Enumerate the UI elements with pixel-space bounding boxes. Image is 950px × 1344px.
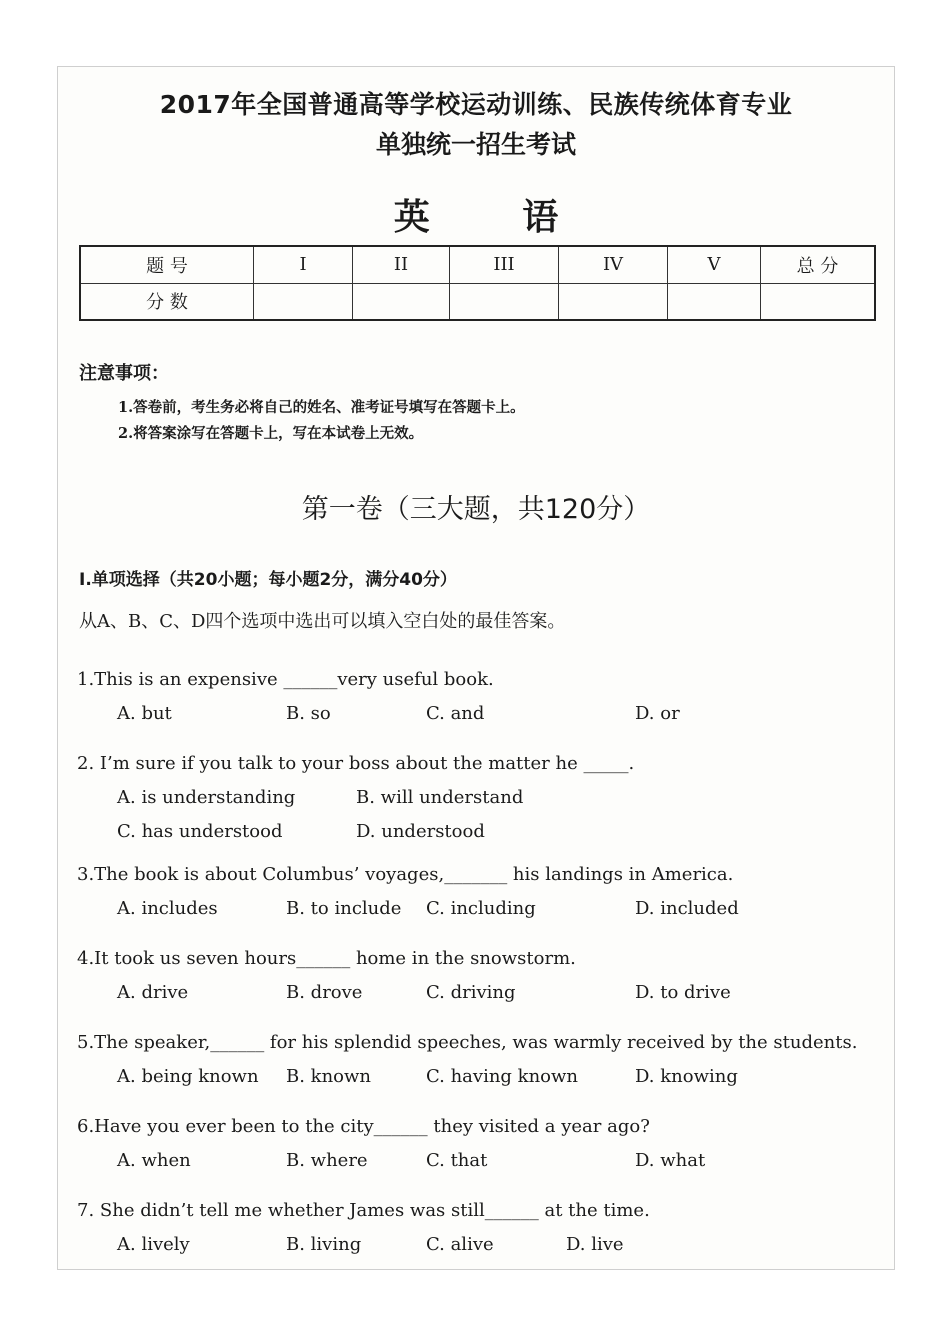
notice-item: 2.将答案涂写在答题卡上，写在本试卷上无效。 (118, 425, 424, 442)
score-table-score-row (80, 283, 875, 320)
score-cell-score-label: 分 数 (80, 283, 254, 320)
score-cell-empty (668, 283, 761, 320)
notice-heading: 注意事项： (79, 363, 169, 384)
option-d: D. what (635, 1150, 706, 1171)
option-c: C. that (426, 1150, 488, 1171)
score-table-header-row (80, 246, 875, 283)
option-d: D. understood (356, 821, 485, 842)
score-table (79, 245, 876, 321)
part-instruction: 从A、B、C、D四个选项中选出可以填入空白处的最佳答案。 (79, 611, 566, 632)
score-cell-empty (559, 283, 668, 320)
question-stem: 4.It took us seven hours______ home in the snowstorm. (77, 948, 576, 969)
option-c: C. and (426, 703, 485, 724)
score-cell-part3: III (450, 246, 559, 283)
option-b: B. where (286, 1150, 368, 1171)
option-d: D. knowing (635, 1066, 738, 1087)
question-stem: 7. She didn’t tell me whether James was still______ at the time. (77, 1200, 650, 1221)
question-stem: 1.This is an expensive ______very useful book. (77, 669, 494, 690)
option-b: B. so (286, 703, 331, 724)
question-stem: 3.The book is about Columbus’ voyages,_______ his landings in America. (77, 864, 734, 885)
option-c: C. has understood (117, 821, 283, 842)
score-cell-part5: V (668, 246, 761, 283)
option-b: B. to include (286, 898, 402, 919)
part-heading: Ⅰ.单项选择（共20小题；每小题2分，满分40分） (79, 570, 457, 590)
option-b: B. living (286, 1234, 362, 1255)
exam-title-line1: 2017年全国普通高等学校运动训练、民族传统体育专业 (159, 90, 793, 119)
notice-item: 1.答卷前，考生务必将自己的姓名、准考证号填写在答题卡上。 (118, 399, 525, 416)
option-d: D. included (635, 898, 739, 919)
question-stem: 2. I’m sure if you talk to your boss about the matter he _____. (77, 753, 635, 774)
subject-title: 英 语 (393, 197, 599, 238)
score-cell-empty (761, 283, 876, 320)
option-b: B. will understand (356, 787, 524, 808)
option-a: A. drive (117, 982, 189, 1003)
score-cell-label: 题 号 (80, 246, 254, 283)
question-stem: 5.The speaker,______ for his splendid speeches, was warmly received by the students. (77, 1032, 858, 1053)
exam-title-line2: 单独统一招生考试 (375, 130, 576, 159)
score-cell-empty (450, 283, 559, 320)
question-stem: 6.Have you ever been to the city______ they visited a year ago? (77, 1116, 650, 1137)
score-cell-part1: I (254, 246, 353, 283)
option-d: D. live (566, 1234, 624, 1255)
option-a: A. but (117, 703, 172, 724)
option-c: C. driving (426, 982, 516, 1003)
option-d: D. or (635, 703, 680, 724)
option-c: C. including (426, 898, 536, 919)
score-cell-part2: II (353, 246, 450, 283)
option-a: A. when (117, 1150, 191, 1171)
option-c: C. alive (426, 1234, 494, 1255)
option-c: C. having known (426, 1066, 578, 1087)
score-cell-total: 总 分 (761, 246, 876, 283)
score-cell-part4: IV (559, 246, 668, 283)
option-a: A. is understanding (117, 787, 296, 808)
score-cell-empty (254, 283, 353, 320)
section-title: 第一卷（三大题，共120分） (301, 494, 651, 525)
option-a: A. lively (117, 1234, 190, 1255)
option-b: B. drove (286, 982, 363, 1003)
exam-page (57, 66, 895, 1270)
option-a: A. includes (117, 898, 218, 919)
option-b: B. known (286, 1066, 372, 1087)
score-cell-empty (353, 283, 450, 320)
option-d: D. to drive (635, 982, 731, 1003)
option-a: A. being known (117, 1066, 259, 1087)
